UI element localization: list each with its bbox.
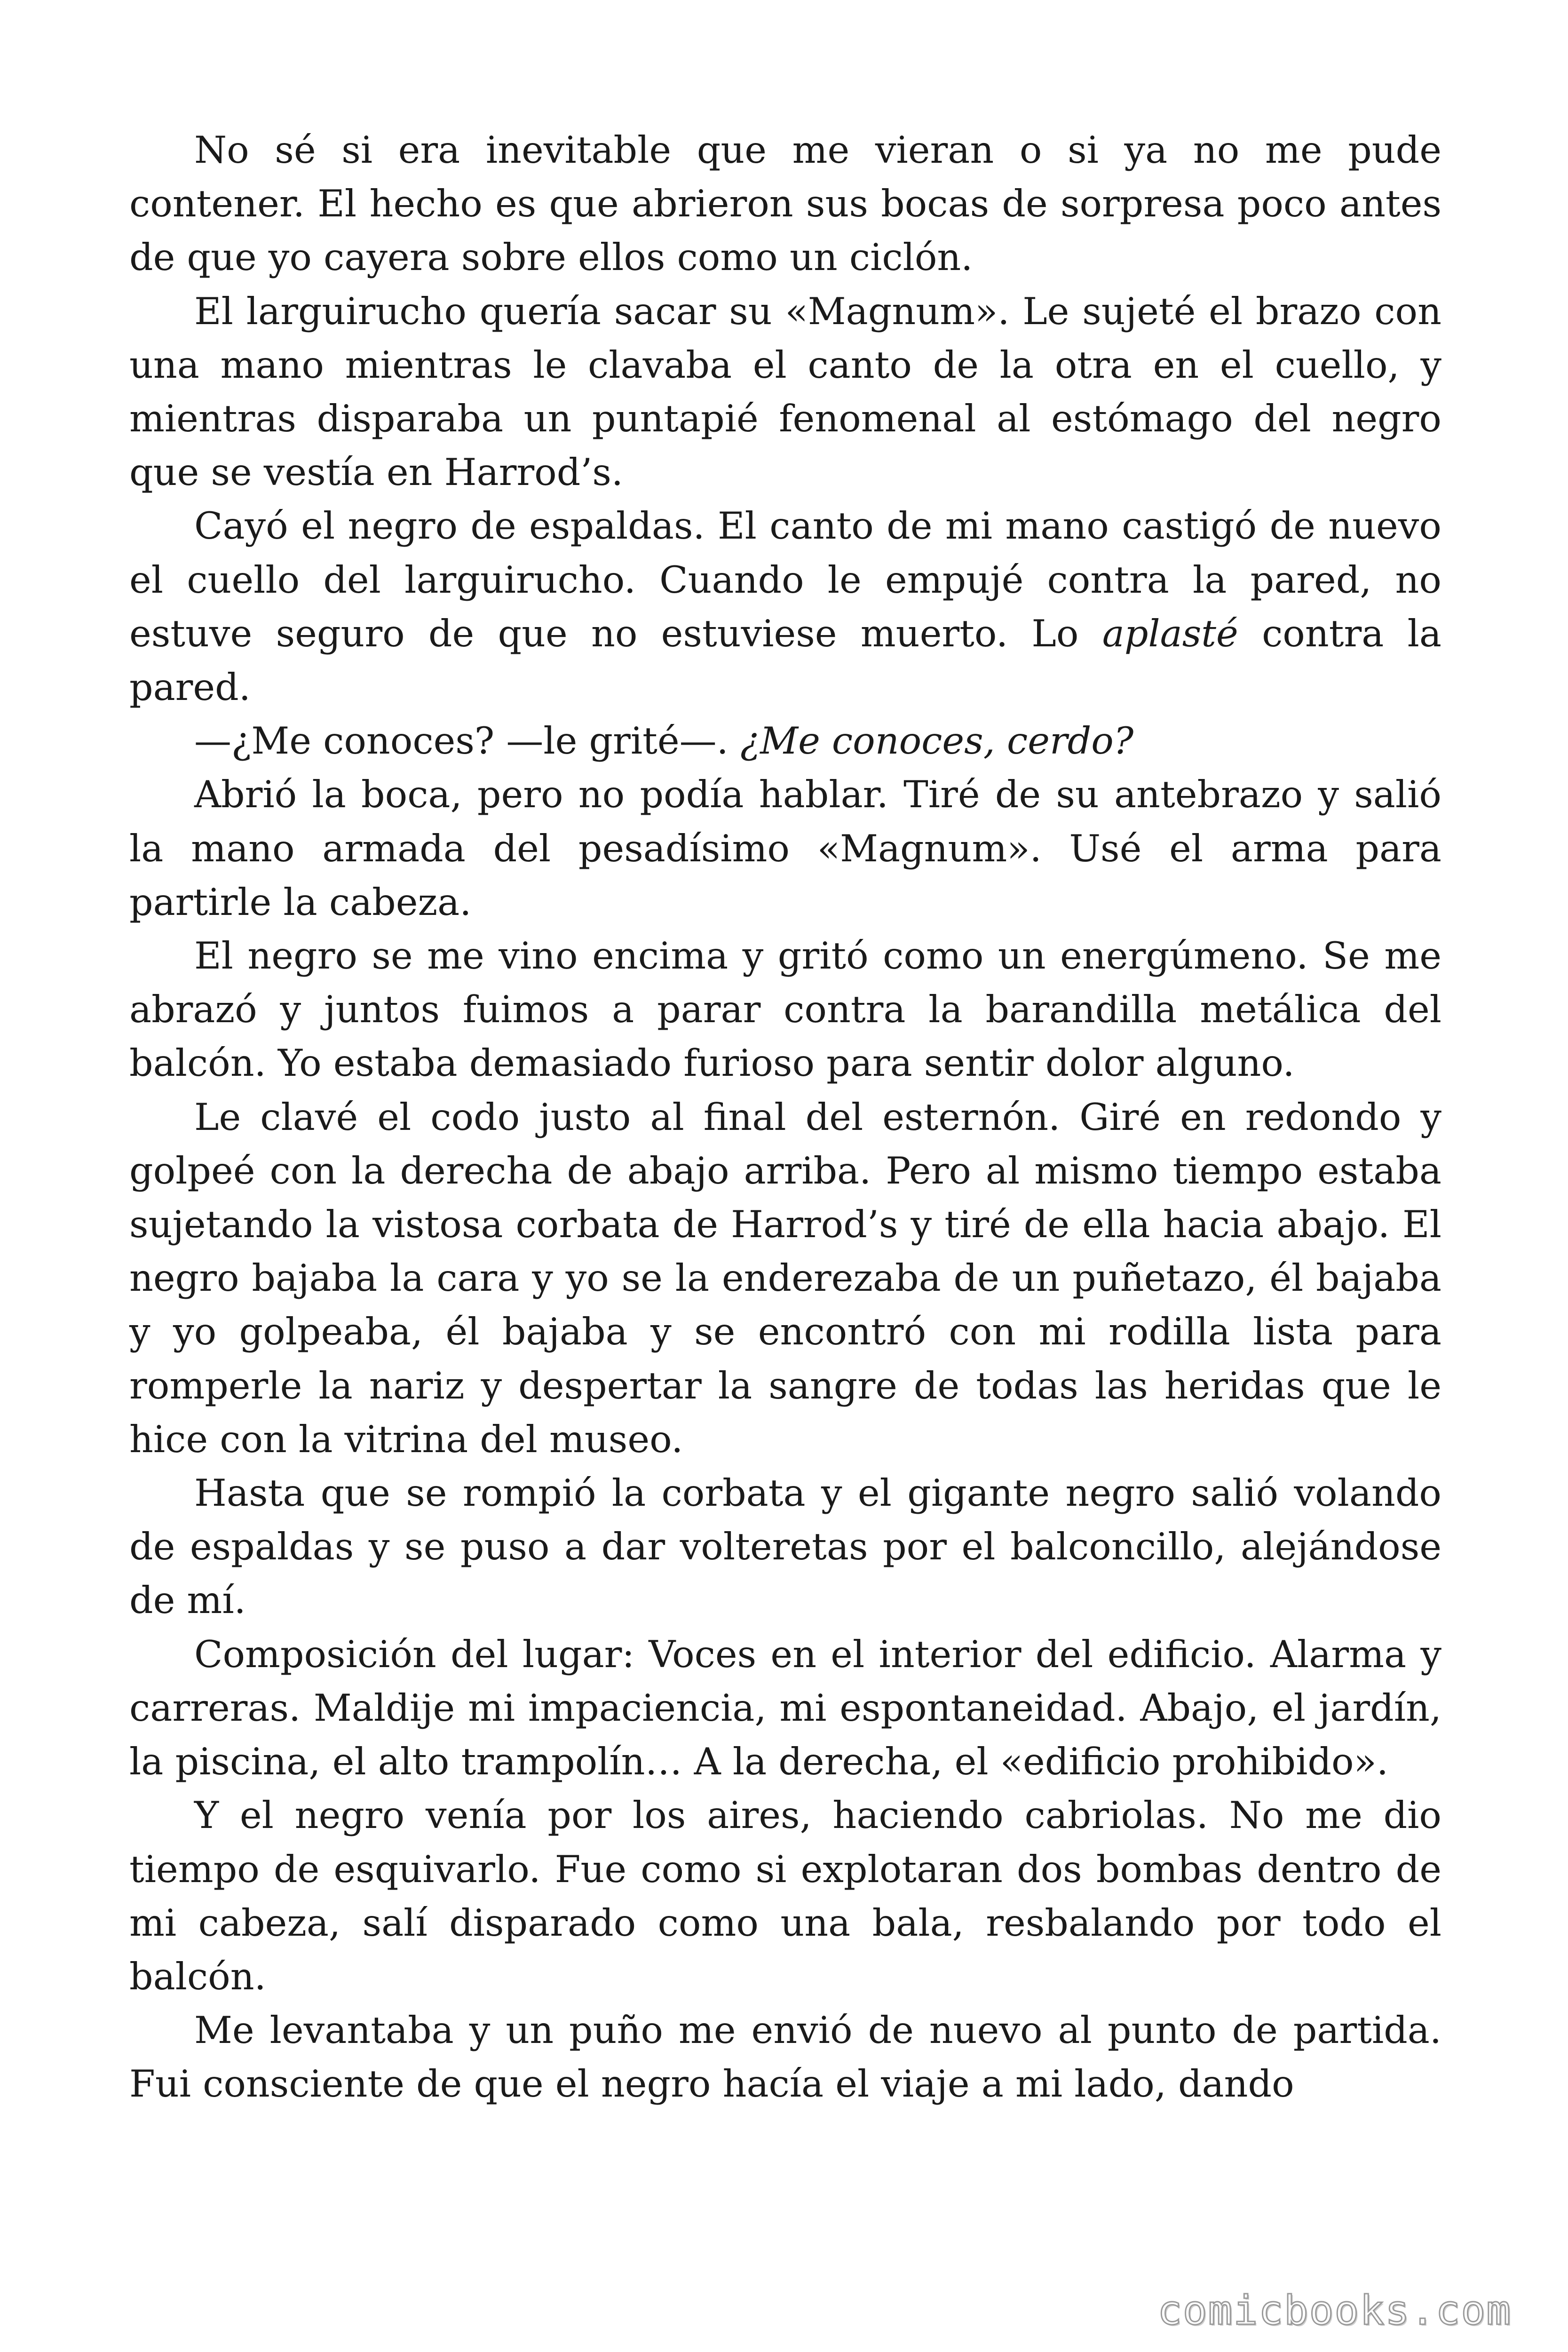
paragraph: Composición del lugar: Voces en el interior del edificio. Alarma y carreras. Maldije mi impaciencia, mi espontaneidad. Abajo, el jardín, la piscina, el alto trampolín… A la derecha, el «edificio prohibido». [129, 1632, 1441, 1784]
paragraph: El larguirucho quería sacar su «Magnum». Le sujeté el brazo con una mano mientras le clavaba el canto de la otra en el cuello, y mientras disparaba un puntapié fenomenal al estómago del negro que se vestía en Harrod’s. [129, 289, 1441, 494]
paragraph: Y el negro venía por los aires, haciendo cabriolas. No me dio tiempo de esquivarlo. Fue como si explotaran dos bombas dentro de mi cabeza, salí disparado como una bala, resbalando por todo el balcón. [129, 1794, 1441, 1998]
paragraph: El negro se me vino encima y gritó como un energúmeno. Se me abrazó y juntos fuimos a parar contra la barandilla metálica del balcón. Yo estaba demasiado furioso para sentir dolor alguno. [129, 934, 1441, 1085]
paragraph: Me levantaba y un puño me envió de nuevo al punto de partida. Fui consciente de que el negro hacía el viaje a mi lado, dando [129, 2009, 1441, 2106]
paragraph: No sé si era inevitable que me vieran o si ya no me pude contener. El hecho es que abrieron sus bocas de sorpresa poco antes de que yo cayera sobre ellos como un ciclón. [129, 128, 1441, 279]
paragraph: —¿Me conoces? —le grité—. ¿Me conoces, cerdo? [194, 719, 1134, 763]
watermark: comicbooks.com [1157, 2287, 1512, 2334]
paragraph: Abrió la boca, pero no podía hablar. Tiré de su antebrazo y salió la mano armada del pesadísimo «Magnum». Usé el arma para partirle la cabeza. [129, 773, 1441, 924]
emphasis-text: aplasté [1102, 612, 1238, 655]
paragraph: Le clavé el codo justo al final del esternón. Giré en redondo y golpeé con la derecha de abajo arriba. Pero al mismo tiempo estaba sujetando la vistosa corbata de Harrod’s y tiré de ella hacia abajo. El negro bajaba la cara y yo se la enderezaba de un puñetazo, él bajaba y yo golpeaba, él bajaba y se encontró con mi rodilla lista para romperle la nariz y despertar la sangre de todas las heridas que le hice con la vitrina del museo. [129, 1095, 1441, 1461]
paragraph: Hasta que se rompió la corbata y el gigante negro salió volando de espaldas y se puso a dar volteretas por el balconcillo, alejándose de mí. [129, 1471, 1441, 1622]
body-text [129, 123, 1441, 2111]
emphasis-text: ¿Me conoces, cerdo? [740, 719, 1134, 763]
paragraph: Cayó el negro de espaldas. El canto de mi mano castigó de nuevo el cuello del larguirucho. Cuando le empujé contra la pared, no estuve seguro de que no estuviese muerto. Lo aplasté contra la pared. [129, 504, 1441, 709]
